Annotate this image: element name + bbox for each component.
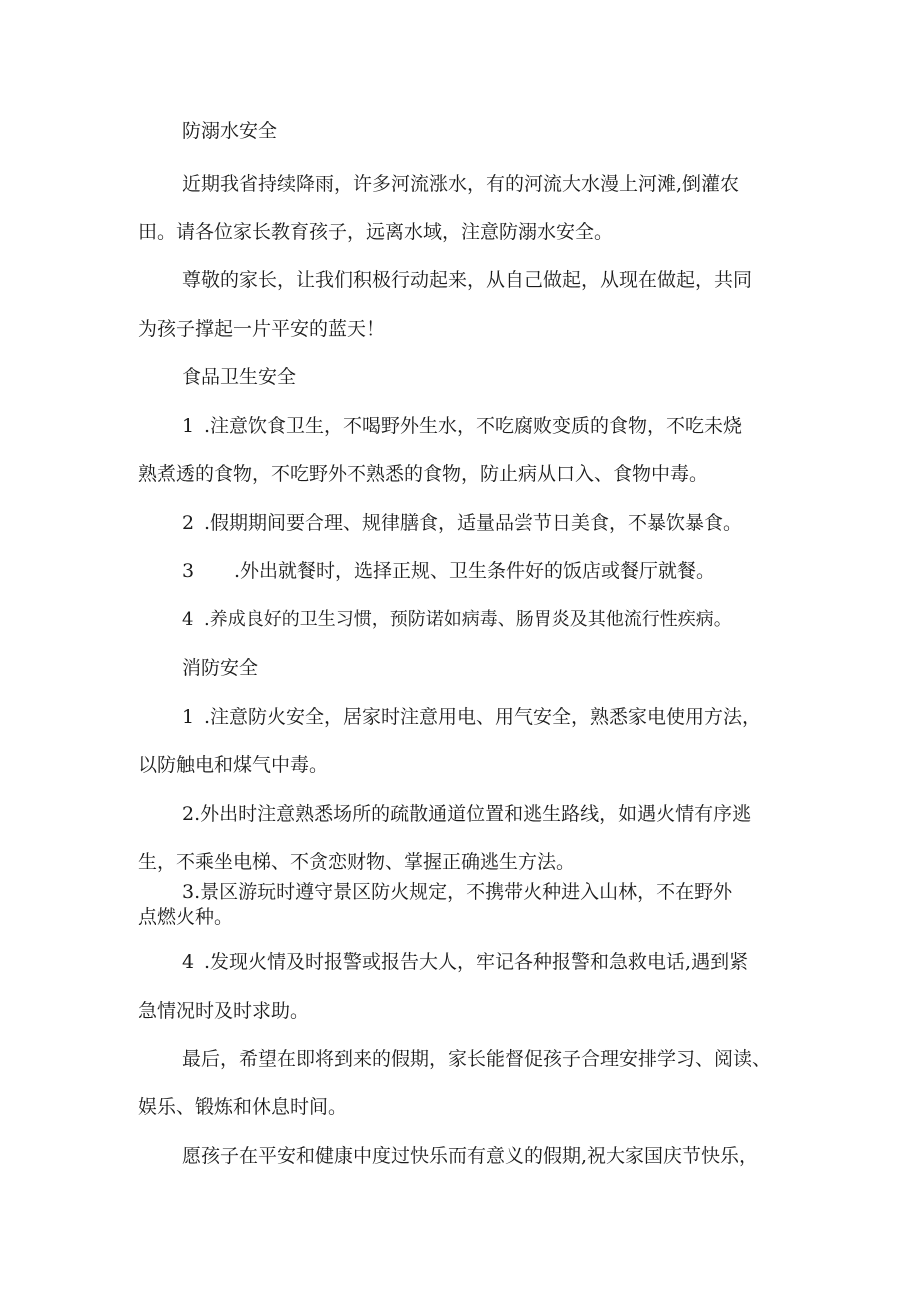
item-number: 4 bbox=[182, 609, 194, 630]
item-text: .假期期间要合理、规律膳食，适量品尝节日美食，不暴饮暴食。 bbox=[204, 512, 743, 534]
section-heading-drowning: 防溺水安全 bbox=[182, 120, 278, 142]
paragraph-line: 最后，希望在即将到来的假期，家长能督促孩子合理安排学习、阅读、 bbox=[182, 1048, 772, 1070]
list-item bbox=[182, 413, 788, 439]
item-text: .养成良好的卫生习惯，预防诺如病毒、肠胃炎及其他流行性疾病。 bbox=[204, 609, 732, 630]
item-number: 1 bbox=[182, 706, 195, 728]
item-number: 3. bbox=[182, 881, 201, 903]
item-text: .注意饮食卫生，不喝野外生水，不吃腐败变质的食物，不吃未烧 bbox=[204, 415, 743, 437]
paragraph-line: 熟煮透的食物，不吃野外不熟悉的食物，防止病从口入、食物中毒。 bbox=[138, 463, 709, 485]
item-text: .发现火情及时报警或报告大人，牢记各种报警和急救电话,遇到紧 bbox=[204, 951, 749, 973]
paragraph-line: 愿孩子在平安和健康中度过快乐而有意义的假期,祝大家国庆节快乐， bbox=[182, 1145, 759, 1167]
item-text: 外出时注意熟悉场所的疏散通道位置和逃生路线，如遇火情有序逃 bbox=[200, 803, 752, 825]
list-item bbox=[182, 510, 788, 536]
paragraph-line: 尊敬的家长，让我们积极行动起来，从自己做起，从现在做起，共同 bbox=[182, 269, 753, 291]
list-item bbox=[182, 704, 788, 730]
item-number: 2. bbox=[182, 803, 201, 825]
section-heading-fire: 消防安全 bbox=[182, 657, 259, 679]
item-number: 3 bbox=[182, 560, 195, 582]
paragraph-line: 以防触电和煤气中毒。 bbox=[138, 754, 329, 776]
list-item bbox=[182, 558, 788, 584]
list-item bbox=[182, 607, 788, 633]
item-text: 景区游玩时遵守景区防火规定，不携带火种进入山林，不在野外 bbox=[200, 881, 733, 903]
paragraph-line: 田。请各位家长教育孩子，远离水域，注意防溺水安全。 bbox=[138, 221, 614, 243]
item-number: 1 bbox=[182, 415, 195, 437]
paragraph-line: 娱乐、锻炼和休息时间。 bbox=[138, 1096, 348, 1118]
paragraph-line: 点燃火种。 bbox=[138, 906, 234, 928]
section-heading-food: 食品卫生安全 bbox=[182, 366, 297, 388]
list-item bbox=[182, 949, 788, 975]
paragraph-line: 为孩子撑起一片平安的蓝天！ bbox=[138, 318, 386, 340]
list-item bbox=[182, 801, 788, 827]
item-text: .注意防火安全，居家时注意用电、用气安全，熟悉家电使用方法， bbox=[204, 706, 762, 728]
paragraph-line: 生，不乘坐电梯、不贪恋财物、掌握正确逃生方法。 bbox=[138, 851, 576, 873]
item-number: 4 bbox=[182, 951, 195, 973]
paragraph-line: 近期我省持续降雨，许多河流涨水，有的河流大水漫上河滩,倒灌农 bbox=[182, 173, 740, 195]
item-number: 2 bbox=[182, 512, 195, 534]
list-item bbox=[182, 879, 788, 905]
paragraph-line: 急情况时及时求助。 bbox=[138, 1000, 310, 1022]
item-text: .外出就餐时，选择正规、卫生条件好的饭店或餐厅就餐。 bbox=[234, 560, 716, 582]
